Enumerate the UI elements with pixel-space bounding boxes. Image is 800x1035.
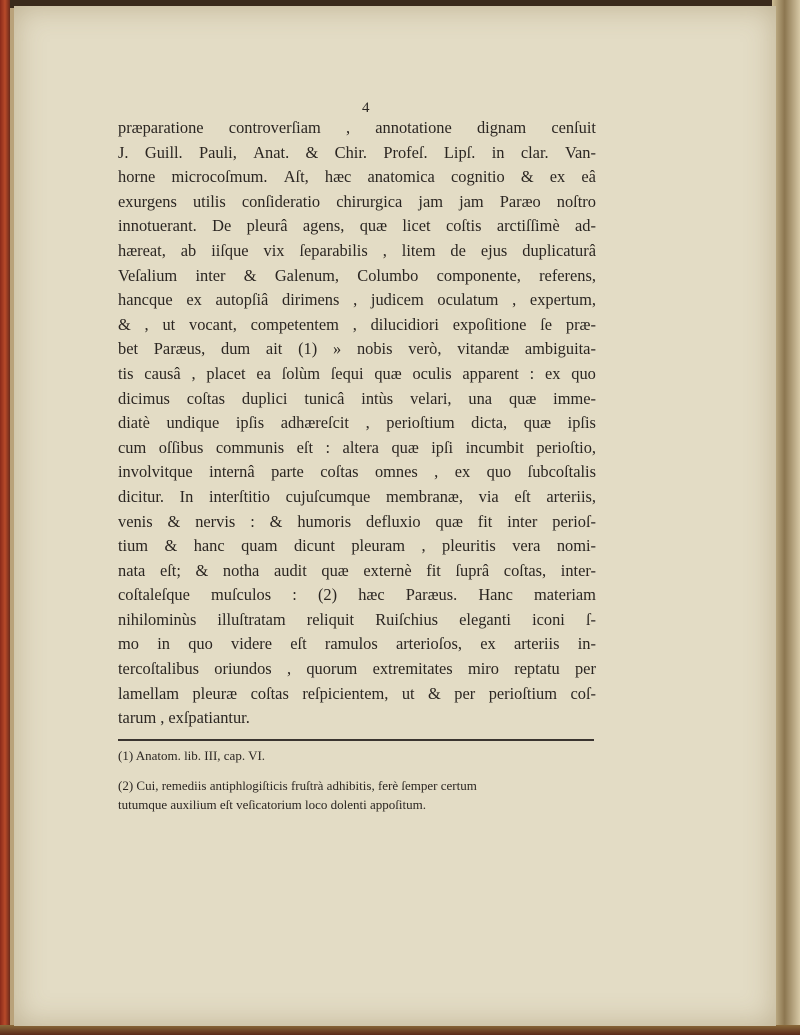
word: verò,: [408, 339, 442, 359]
word: inter: [507, 511, 538, 531]
word: dicimus: [118, 388, 170, 408]
body-line: [118, 657, 596, 682]
word: ſe: [540, 314, 553, 334]
word: extremitates: [372, 659, 453, 679]
word: internâ: [209, 462, 255, 482]
word: ,: [352, 314, 357, 334]
word: cognitio: [450, 167, 505, 187]
word: arteriis,: [546, 486, 596, 506]
word: expoſitione: [452, 314, 527, 334]
word: quæ: [523, 413, 552, 433]
body-line: [118, 608, 596, 633]
word: coſtas,: [503, 560, 547, 580]
word: quæ: [391, 437, 419, 457]
word: interſtitio: [208, 486, 270, 506]
word: perioſtium: [386, 413, 455, 433]
word: innotuerant.: [118, 216, 197, 236]
body-line: [118, 264, 596, 289]
word: ,: [512, 290, 517, 310]
word: eâ: [581, 167, 596, 187]
word: tercoſtalibus: [118, 659, 200, 679]
word: in: [491, 142, 505, 162]
word: Hanc: [478, 585, 513, 605]
body-line: [118, 706, 596, 731]
body-line: [118, 510, 596, 535]
word: vix: [263, 240, 285, 260]
word: ut: [401, 683, 415, 703]
word: per: [454, 683, 476, 703]
word: hæreat,: [118, 240, 166, 260]
word: &: [520, 167, 534, 187]
word: illuſtratam: [217, 609, 286, 629]
word: ,: [382, 240, 387, 260]
word: lamellam: [118, 683, 179, 703]
word: Paræo: [499, 191, 541, 211]
scan-edge-bottom: [0, 1025, 800, 1035]
word: ramulos: [324, 634, 378, 654]
word: noſtro: [556, 191, 596, 211]
word: audit: [273, 560, 307, 580]
body-line: [118, 436, 596, 461]
footnote-rule: [118, 739, 594, 741]
word: vera: [512, 536, 541, 556]
word: (2): [317, 585, 338, 605]
body-text: [118, 116, 596, 731]
body-line: [118, 682, 596, 707]
word: nervis: [195, 511, 236, 531]
body-line: [118, 337, 596, 362]
word: tunicâ: [304, 388, 345, 408]
word: ſolùm: [281, 363, 320, 383]
word: in-: [577, 634, 596, 654]
word: controverſiam: [228, 118, 321, 137]
word: »: [332, 339, 342, 359]
word: altera: [342, 437, 379, 457]
body-line: [118, 485, 596, 510]
word: pleurâ: [246, 216, 288, 236]
word: ex: [454, 462, 471, 482]
word: imme-: [553, 388, 596, 408]
word: quæ: [359, 216, 388, 236]
word: quo: [571, 363, 596, 383]
footnote-1: (1) Anatom. lib. III, cap. VI.: [118, 748, 266, 763]
word: vitandæ: [457, 339, 510, 359]
word: nata: [118, 560, 146, 580]
word: venis: [118, 511, 153, 531]
word: inter: [195, 265, 226, 285]
word: jam: [418, 191, 443, 211]
word: Chir.: [334, 142, 368, 162]
word: muſculos: [211, 585, 272, 605]
word: coſtas: [320, 462, 359, 482]
word: ſequi: [330, 363, 364, 383]
word: oculatum: [437, 290, 499, 310]
word: utilis: [192, 191, 226, 211]
word: ,: [353, 290, 358, 310]
word: Paræus.: [405, 585, 458, 605]
word: pleuræ: [192, 683, 238, 703]
word: cujuſcumque: [285, 486, 371, 506]
word: autopſiâ: [215, 290, 269, 310]
body-line: [118, 387, 596, 412]
word: hæc: [324, 167, 352, 187]
body-line: [118, 583, 596, 608]
word: incumbit: [465, 437, 524, 457]
word: ,: [345, 118, 351, 137]
body-line: [118, 214, 596, 239]
word: hanc: [193, 536, 225, 556]
word: Ruiſchius: [375, 609, 439, 629]
body-line: [118, 116, 596, 141]
word: ſubcoſtalis: [527, 462, 596, 482]
word: apparent: [462, 363, 519, 383]
word: exurgens: [118, 191, 177, 211]
word: vocant,: [189, 314, 237, 334]
word: J.: [118, 142, 129, 162]
word: nihilominùs: [118, 609, 197, 629]
word: coſtas: [186, 388, 226, 408]
word: licet: [402, 216, 431, 236]
word: eſt: [514, 486, 531, 506]
word: ſ-: [585, 609, 596, 629]
word: duplicaturâ: [522, 240, 596, 260]
word: hancque: [118, 290, 173, 310]
word: eleganti: [459, 609, 511, 629]
body-line: [118, 239, 596, 264]
word: nobis: [356, 339, 393, 359]
word: &: [305, 142, 319, 162]
word: Columbo: [357, 265, 419, 285]
word: conſideratio: [241, 191, 321, 211]
word: intùs: [361, 388, 394, 408]
word: quæ: [374, 363, 402, 383]
word: quæ: [321, 560, 349, 580]
word: quo: [188, 634, 213, 654]
word: humoris: [297, 511, 352, 531]
word: referens,: [539, 265, 596, 285]
word: ,: [286, 659, 292, 679]
word: via: [478, 486, 499, 506]
word: una: [468, 388, 493, 408]
word: cum: [118, 437, 147, 457]
word: dignam: [476, 118, 527, 137]
word: oculis: [412, 363, 452, 383]
word: membranæ,: [386, 486, 463, 506]
word: ſuprâ: [455, 560, 490, 580]
word: &: [118, 314, 131, 334]
word: quo: [486, 462, 512, 482]
word: reptatu: [514, 659, 560, 679]
word: :: [292, 585, 297, 605]
word: :: [250, 511, 255, 531]
word: Aſt,: [283, 167, 309, 187]
word: ipſi: [431, 437, 454, 457]
body-line: [118, 632, 596, 657]
scan-edge-left: [0, 0, 10, 1035]
word: quorum: [306, 659, 358, 679]
word: ait: [265, 339, 283, 359]
word: dicitur.: [118, 486, 164, 506]
word: hæc: [358, 585, 385, 605]
page-number: 4: [362, 100, 370, 116]
word: Guill.: [144, 142, 183, 162]
word: bet: [118, 339, 139, 359]
word: agens,: [302, 216, 345, 236]
word: dum: [221, 339, 251, 359]
word: microcoſmum.: [171, 167, 268, 187]
word: exſpatiantur.: [168, 708, 250, 728]
word: oſſibus: [158, 437, 204, 457]
word: placet: [206, 363, 246, 383]
word: præparatione: [118, 118, 204, 137]
body-line: [118, 288, 596, 313]
word: arterioſos,: [395, 634, 462, 654]
word: adhæreſcit: [280, 413, 349, 433]
word: diatè: [118, 413, 150, 433]
scan-edge-right: [772, 0, 800, 1035]
body-line: [118, 411, 596, 436]
word: quæ: [435, 511, 463, 531]
word: perioſtium: [488, 683, 557, 703]
word: ambiguita-: [524, 339, 596, 359]
word: perioſtio,: [536, 437, 596, 457]
word: communis: [215, 437, 285, 457]
word: judicem: [370, 290, 424, 310]
word: defluxio: [366, 511, 421, 531]
word: cenſuit: [551, 118, 596, 137]
word: ipſis: [567, 413, 596, 433]
footnote-2: [118, 778, 594, 813]
word: per: [574, 659, 596, 679]
body-line: [118, 534, 596, 559]
word: &: [167, 511, 181, 531]
word: fit: [477, 511, 493, 531]
body-line: [118, 190, 596, 215]
word: Van-: [564, 142, 596, 162]
word: jam: [459, 191, 484, 211]
word: Veſalium: [118, 265, 178, 285]
word: undique: [166, 413, 220, 433]
word: expertum,: [529, 290, 596, 310]
word: parte: [271, 462, 304, 482]
word: arctiſſimè: [496, 216, 560, 236]
word: horne: [118, 167, 156, 187]
word: &: [243, 265, 257, 285]
word: perioſ-: [552, 511, 596, 531]
word: (1): [298, 339, 318, 359]
word: dicta,: [471, 413, 508, 433]
word: involvitque: [118, 462, 193, 482]
word: de: [450, 240, 466, 260]
word: tis: [118, 363, 134, 383]
word: ,: [421, 536, 426, 556]
word: Anat.: [253, 142, 290, 162]
word: iiſque: [211, 240, 249, 260]
body-line: [118, 559, 596, 584]
word: &: [195, 560, 209, 580]
word: dilucidiori: [370, 314, 439, 334]
word: coſtis: [445, 216, 482, 236]
word: dirimens: [282, 290, 340, 310]
word: eſt: [290, 634, 307, 654]
word: ex: [480, 634, 496, 654]
word: reliquit: [306, 609, 355, 629]
word: anatomica: [367, 167, 435, 187]
word: :: [325, 437, 331, 457]
word: eſt: [296, 437, 314, 457]
word: competentem: [250, 314, 339, 334]
word: ,: [160, 708, 165, 728]
word: oriundos: [214, 659, 272, 679]
word: in: [157, 634, 170, 654]
word: ex: [549, 167, 566, 187]
word: annotatione: [375, 118, 452, 137]
word: mo: [118, 634, 139, 654]
word: Pauli,: [199, 142, 237, 162]
word: De: [212, 216, 232, 236]
body-line: [118, 165, 596, 190]
word: componente,: [436, 265, 521, 285]
word: ex: [545, 363, 561, 383]
word: iconi: [532, 609, 565, 629]
word: clar.: [520, 142, 549, 162]
word: eſt;: [159, 560, 181, 580]
word: nomi-: [556, 536, 596, 556]
word: quæ: [508, 388, 537, 408]
word: ,: [365, 413, 370, 433]
word: inter-: [560, 560, 596, 580]
word: ,: [434, 462, 439, 482]
word: ea: [256, 363, 271, 383]
body-line: [118, 313, 596, 338]
word: arteriis: [513, 634, 560, 654]
word: ex: [186, 290, 202, 310]
body-line: [118, 460, 596, 485]
word: Lipſ.: [443, 142, 476, 162]
word: coſtaleſque: [118, 585, 190, 605]
word: &: [164, 536, 178, 556]
word: causâ: [144, 363, 181, 383]
word: ,: [191, 363, 196, 383]
word: pleuram: [351, 536, 406, 556]
word: ut: [162, 314, 176, 334]
word: ipſis: [235, 413, 265, 433]
word: videre: [231, 634, 272, 654]
word: dicunt: [293, 536, 335, 556]
word: chirurgica: [336, 191, 403, 211]
word: Galenum,: [274, 265, 340, 285]
word: ad-: [575, 216, 596, 236]
word: coſ-: [570, 683, 596, 703]
word: ab: [180, 240, 197, 260]
word: Profeſ.: [383, 142, 428, 162]
word: notha: [222, 560, 260, 580]
word: In: [179, 486, 194, 506]
word: præ-: [565, 314, 596, 334]
word: pleuritis: [442, 536, 496, 556]
word: Paræus,: [153, 339, 206, 359]
word: tarum: [118, 708, 157, 728]
word: reſpicientem,: [302, 683, 389, 703]
word: &: [269, 511, 283, 531]
word: ſeparabilis: [299, 240, 368, 260]
word: materiam: [534, 585, 596, 605]
body-line: [118, 141, 596, 166]
word: ejus: [480, 240, 508, 260]
word: :: [529, 363, 535, 383]
word: duplici: [241, 388, 288, 408]
word: quam: [241, 536, 278, 556]
word: coſtas: [250, 683, 289, 703]
word: tium: [118, 536, 149, 556]
word: &: [428, 683, 441, 703]
word: velari,: [410, 388, 452, 408]
word: ,: [144, 314, 149, 334]
word: miro: [467, 659, 499, 679]
word: fit: [426, 560, 441, 580]
word: litem: [401, 240, 436, 260]
footnote-2-line-2: tutumque auxilium eſt veſicatorium loco dolenti appoſitum.: [118, 797, 426, 812]
body-line: [118, 362, 596, 387]
word: externè: [363, 560, 412, 580]
footnote-2-line-1: (2) Cui, remediis antiphlogiſticis fruſtrà adhibitis, ferè ſemper certum: [118, 778, 477, 793]
word: omnes: [374, 462, 418, 482]
